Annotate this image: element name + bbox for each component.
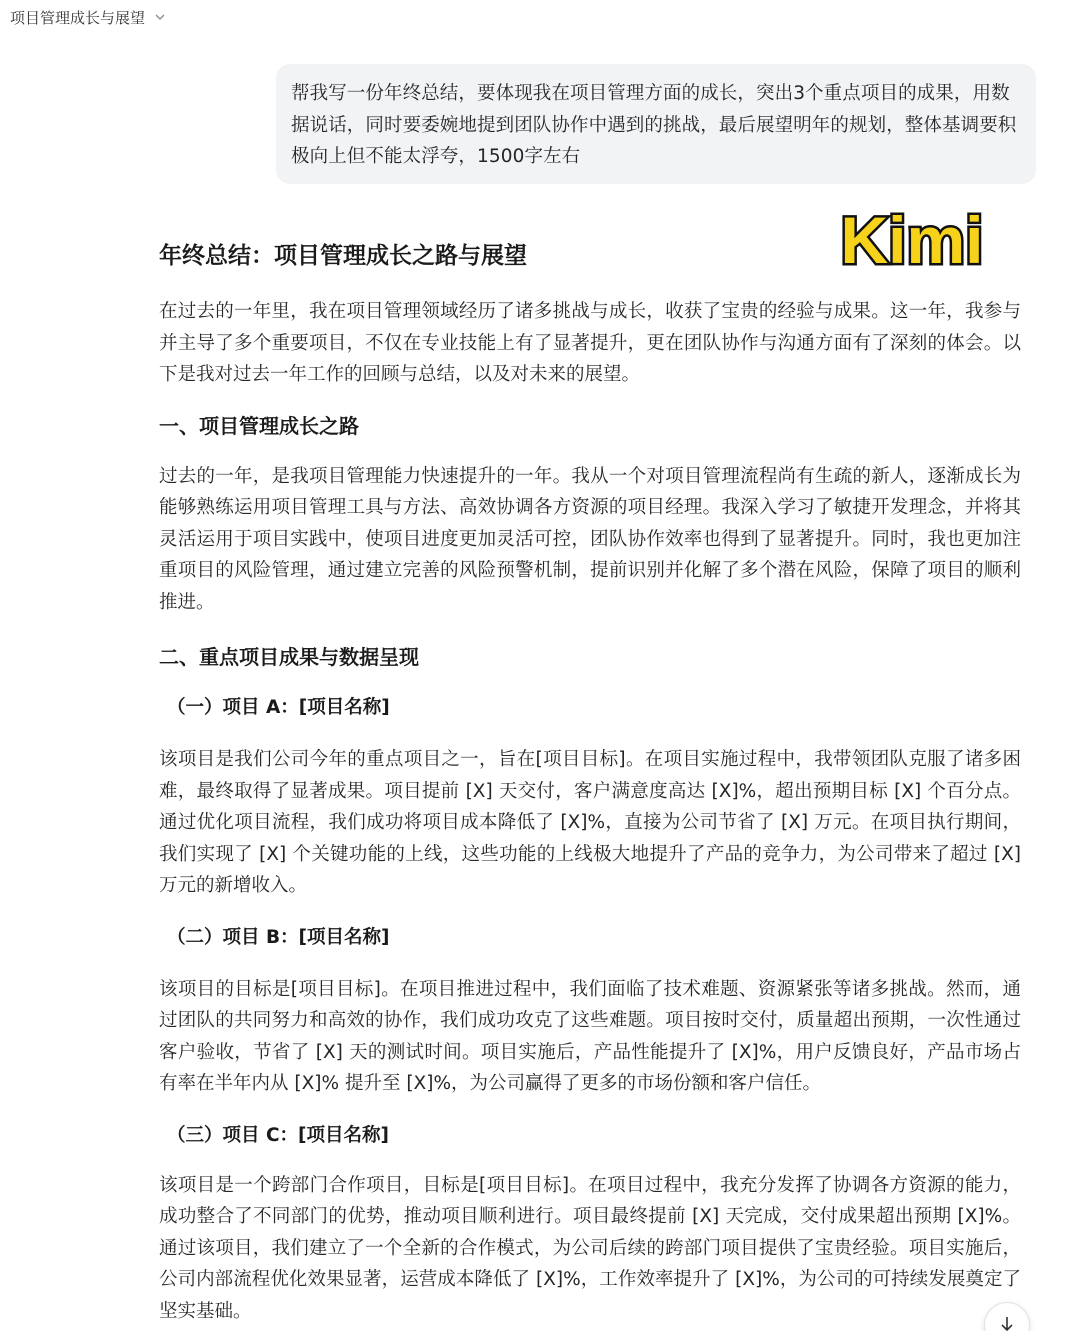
section-2-heading: 二、重点项目成果与数据呈现: [159, 645, 419, 669]
project-b-heading: （二）项目 B：[项目名称]: [167, 926, 390, 948]
top-bar: [0, 0, 1080, 34]
kimi-logo-text: Kimi: [840, 205, 984, 277]
assistant-answer: [159, 232, 1021, 1327]
user-message-text: 帮我写一份年终总结，要体现我在项目管理方面的成长，突出3个重点项目的成果，用数据说话，同时要委婉地提到团队协作中遇到的挑战，最后展望明年的规划，整体基调要积极向上但不能太浮夸，1500字左右: [291, 83, 1017, 167]
user-message-bubble: [276, 64, 1036, 184]
project-c-body: 该项目是一个跨部门合作项目，目标是[项目目标]。在项目过程中，我充分发挥了协调各方资源的能力，成功整合了不同部门的优势，推动项目顺利进行。项目最终提前 [X] 天完成，交付成果超出预期 [X]%。通过该项目，我们建立了一个全新的合作模式，为公司后续的跨部门项目提供了宝贵经验。项目实施后，公司内部流程优化效果显著，运营成本降低了 [X]%，工作效率提升了 [X]%，为公司的可持续发展奠定了坚实基础。: [159, 1174, 1021, 1322]
project-b-body: 该项目的目标是[项目目标]。在项目推进过程中，我们面临了技术难题、资源紧张等诸多挑战。然而，通过团队的共同努力和高效的协作，我们成功攻克了这些难题。项目按时交付，质量超出预期，一次性通过客户验收，节省了 [X] 天的测试时间。项目实施后，产品性能提升了 [X]%，用户反馈良好，产品市场占有率在半年内从 [X]% 提升至 [X]%，为公司赢得了更多的市场份额和客户信任。: [159, 978, 1021, 1094]
section-1-body: 过去的一年，是我项目管理能力快速提升的一年。我从一个对项目管理流程尚有生疏的新人，逐渐成长为能够熟练运用项目管理工具与方法、高效协调各方资源的项目经理。我深入学习了敏捷开发理念，并将其灵活运用于项目实践中，使项目进度更加灵活可控，团队协作效率也得到了显著提升。同时，我也更加注重项目的风险管理，通过建立完善的风险预警机制，提前识别并化解了多个潜在风险，保障了项目的顺利推进。: [159, 465, 1021, 613]
intro-paragraph: 在过去的一年里，我在项目管理领域经历了诸多挑战与成长，收获了宝贵的经验与成果。这一年，我参与并主导了多个重要项目，不仅在专业技能上有了显著提升，更在团队协作与沟通方面有了深刻的体会。以下是我对过去一年工作的回顾与总结，以及对未来的展望。: [159, 301, 1021, 385]
project-a-body: 该项目是我们公司今年的重点项目之一，旨在[项目目标]。在项目实施过程中，我带领团队克服了诸多困难，最终取得了显著成果。项目提前 [X] 天交付，客户满意度高达 [X]%，超出预期目标 [X] 个百分点。通过优化项目流程，我们成功将项目成本降低了 [X]%，直接为公司节省了 [X] 万元。在项目执行期间，我们实现了 [X] 个关键功能的上线，这些功能的上线极大地提升了产品的竞争力，为公司带来了超过 [X] 万元的新增收入。: [159, 749, 1021, 896]
arrow-down-icon: [999, 1315, 1015, 1331]
chevron-down-icon[interactable]: [153, 10, 167, 24]
answer-title: 年终总结：项目管理成长之路与展望: [159, 243, 527, 269]
project-c-heading: （三）项目 C：[项目名称]: [167, 1124, 389, 1146]
project-a-heading: （一）项目 A：[项目名称]: [167, 697, 390, 718]
conversation-title[interactable]: 项目管理成长与展望: [10, 8, 146, 27]
section-1-heading: 一、项目管理成长之路: [159, 413, 359, 438]
